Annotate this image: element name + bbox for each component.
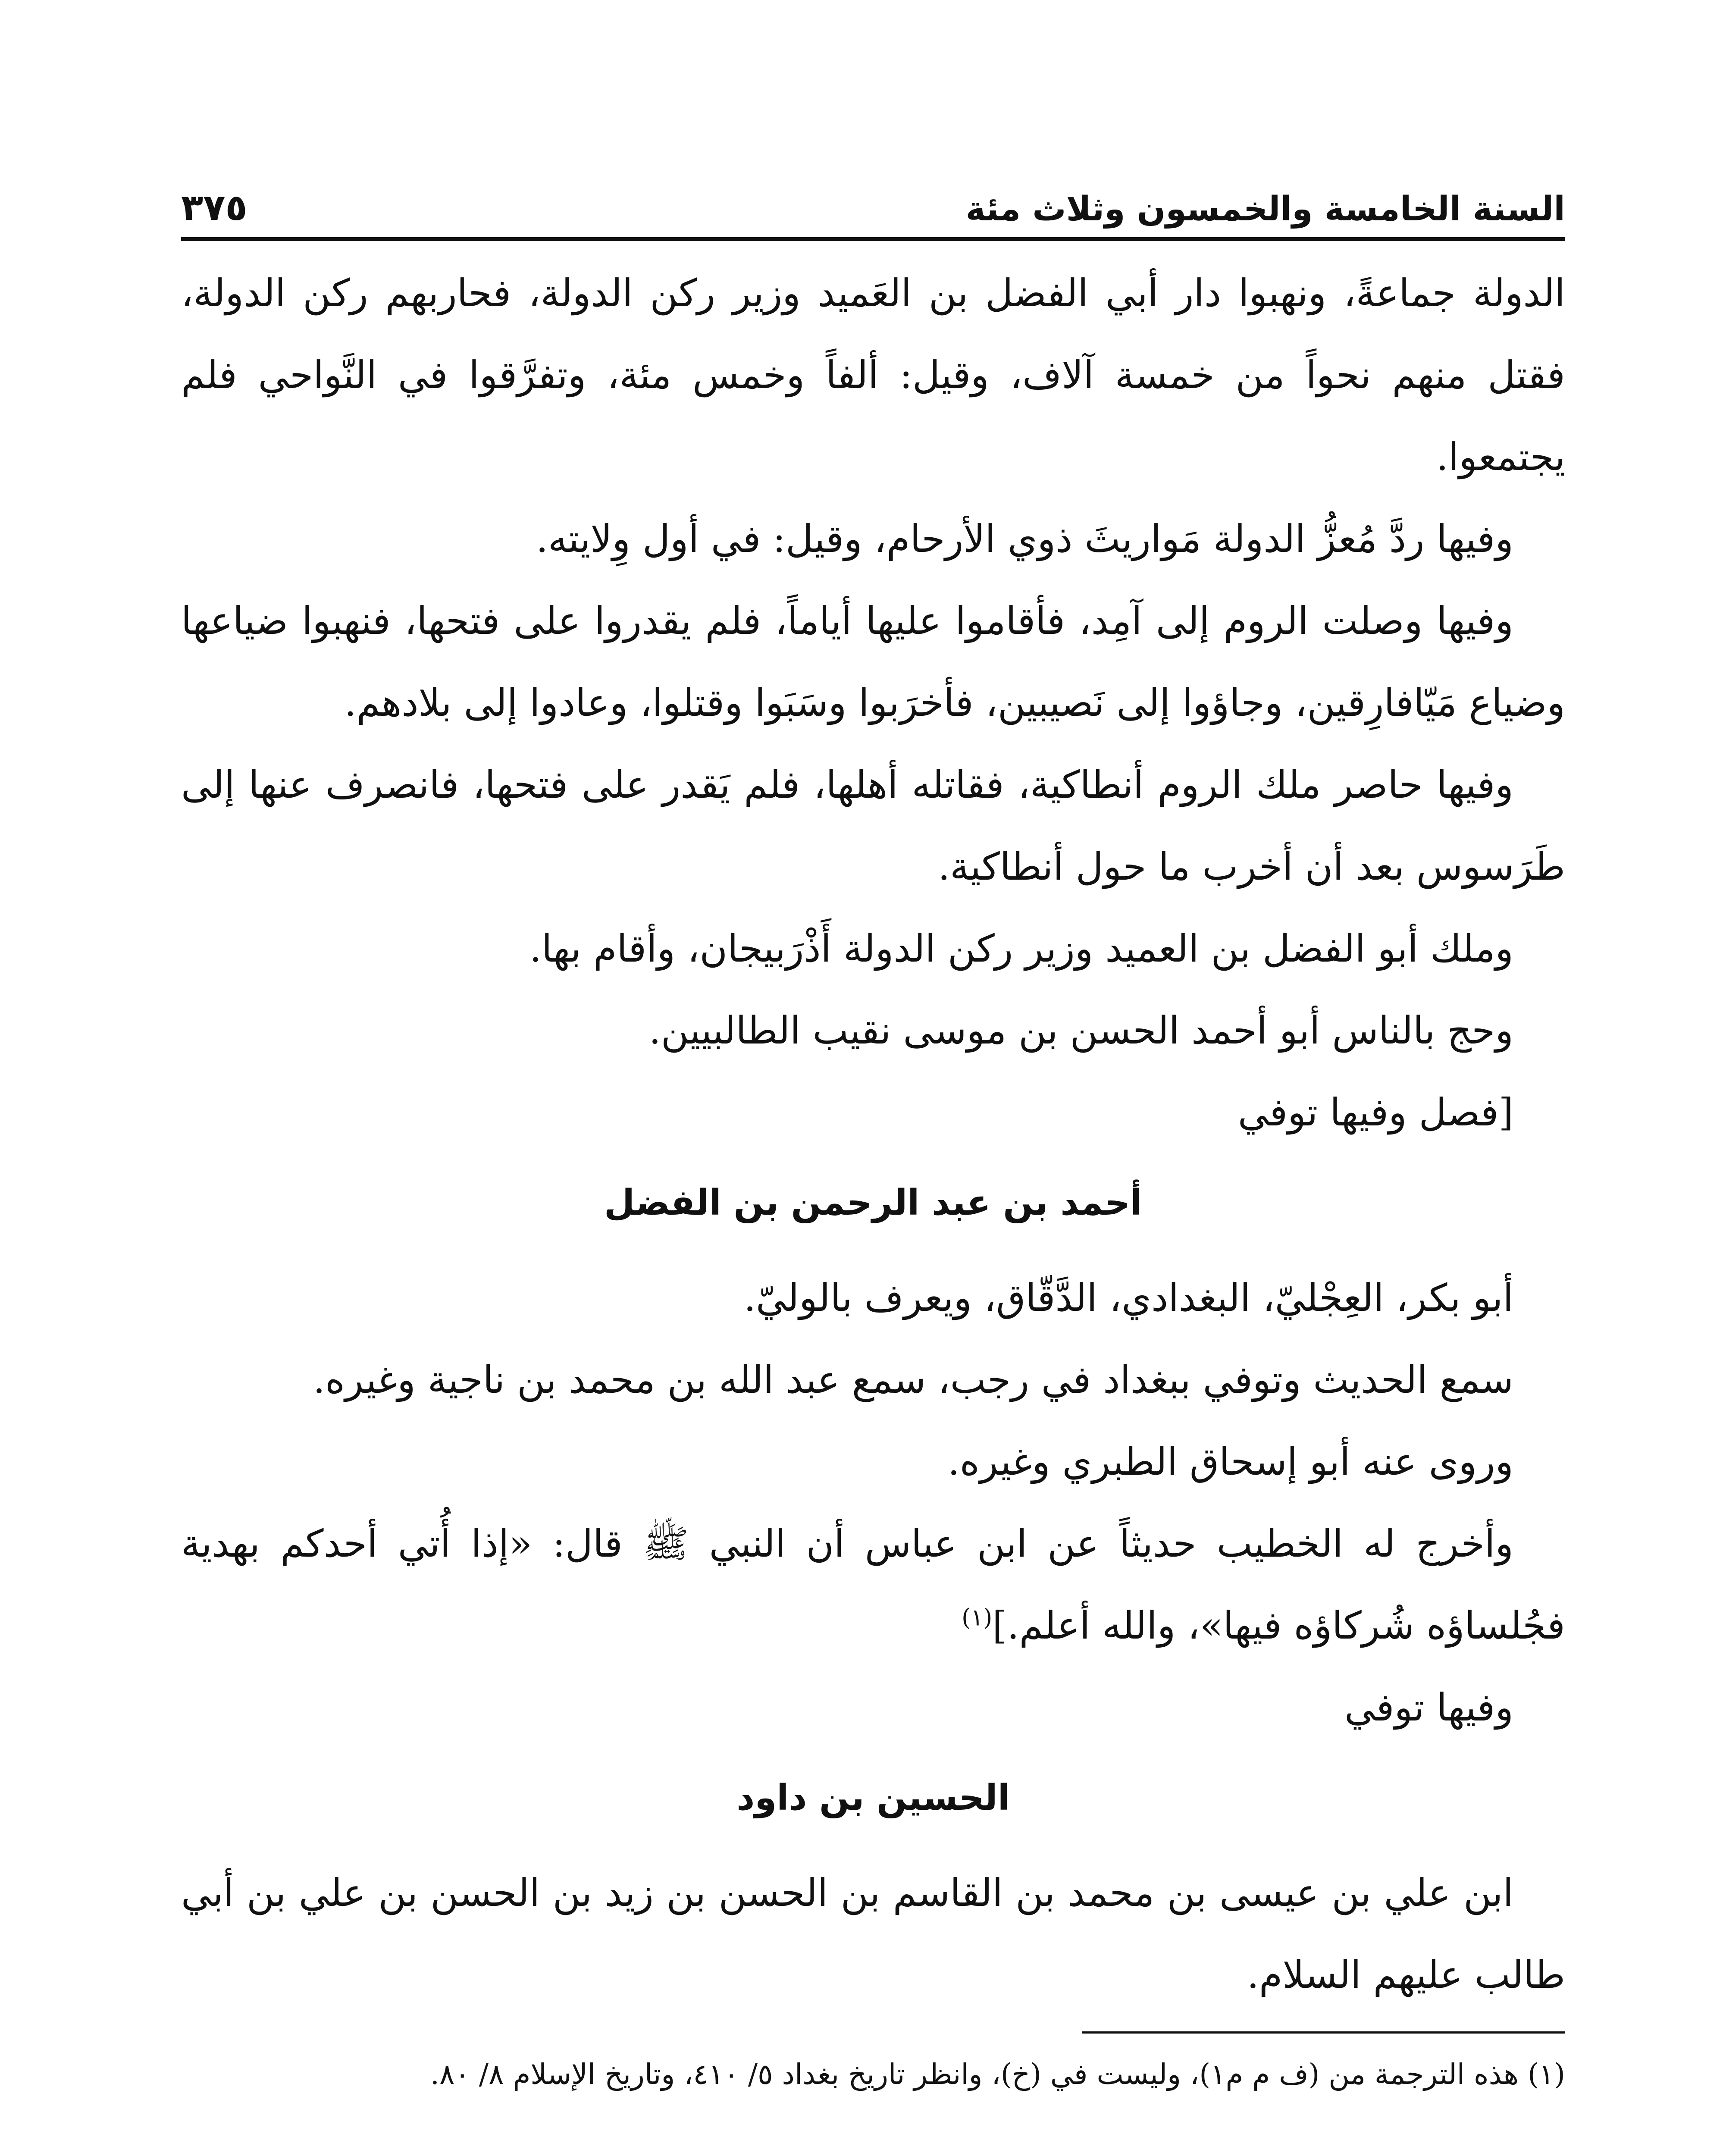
paragraph-13: ابن علي بن عيسى بن محمد بن القاسم بن الحسن بن زيد بن الحسن بن علي بن أبي طالب عليهم السلام. <box>181 1871 1565 1997</box>
paragraph-7: [فصل وفيها توفي <box>1237 1090 1513 1134</box>
paragraph-12: وفيها توفي <box>1344 1685 1513 1730</box>
paragraph-11-text: وأخرج له الخطيب حديثاً عن ابن عباس أن النبي ﷺ قال: «إذا أُتي أحدكم بهدية فجُلساؤه شُركاؤه فيها»، والله أعلم.] <box>181 1521 1565 1648</box>
footnote: (١) هذه الترجمة من (ف م م١)، وليست في (خ)، وانظر تاريخ بغداد ٥/ ٤١٠، وتاريخ الإسلام ٨/ ٨٠. <box>430 2058 1565 2091</box>
page-header <box>181 164 1565 241</box>
page-number: ٣٧٥ <box>181 186 247 229</box>
paragraph-6: وحج بالناس أبو أحمد الحسن بن موسى نقيب الطالبيين. <box>648 1008 1513 1053</box>
footnote-divider <box>1082 2031 1565 2034</box>
biography-heading-2: الحسين بن داود <box>736 1777 1010 1818</box>
paragraph-10: وروى عنه أبو إسحاق الطبري وغيره. <box>947 1439 1513 1484</box>
paragraph-3: وفيها وصلت الروم إلى آمِد، فأقاموا عليها أياماً، فلم يقدروا على فتحها، فنهبوا ضياعها وضياع مَيّافارِقين، وجاؤوا إلى نَصيبين، فأخرَبوا وسَبَوا وقتلوا، وعادوا إلى بلادهم. <box>181 599 1565 725</box>
paragraph-11 <box>181 1503 1565 1667</box>
paragraph-2: وفيها ردَّ مُعزُّ الدولة مَواريثَ ذوي الأرحام، وقيل: في أول وِلايته. <box>536 517 1513 561</box>
footnote-reference: (١) <box>962 1604 993 1631</box>
paragraph-8: أبو بكر، العِجْليّ، البغدادي، الدَّقّاق، ويعرف بالوليّ. <box>743 1275 1513 1320</box>
book-page <box>181 164 1565 2098</box>
paragraph-4: وفيها حاصر ملك الروم أنطاكية، فقاتله أهلها، فلم يَقدر على فتحها، فانصرف عنها إلى طَرَسوس بعد أن أخرب ما حول أنطاكية. <box>181 762 1565 889</box>
paragraph-5: وملك أبو الفضل بن العميد وزير ركن الدولة أَذْرَبيجان، وأقام بها. <box>529 926 1513 971</box>
paragraph-1: الدولة جماعةً، ونهبوا دار أبي الفضل بن العَميد وزير ركن الدولة، فحاربهم ركن الدولة، فقتل منهم نحواً من خمسة آلاف، وقيل: ألفاً وخمس مئة، وتفرَّقوا في النَّواحي فلم يجتمعوا. <box>181 271 1565 479</box>
main-text <box>181 252 1565 2016</box>
running-title: السنة الخامسة والخمسون وثلاث مئة <box>965 190 1565 229</box>
biography-heading-1: أحمد بن عبد الرحمن بن الفضل <box>604 1182 1142 1223</box>
paragraph-9: سمع الحديث وتوفي ببغداد في رجب، سمع عبد الله بن محمد بن ناجية وغيره. <box>313 1357 1513 1402</box>
